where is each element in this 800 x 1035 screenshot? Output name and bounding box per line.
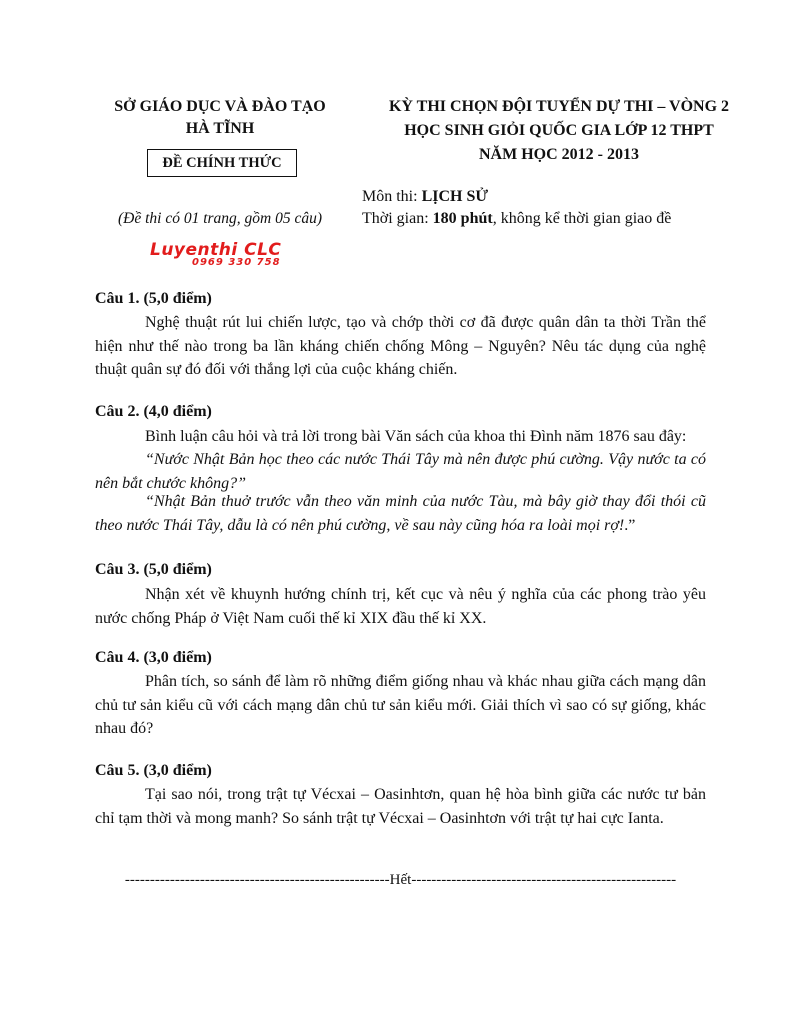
watermark-logo [150,240,300,274]
question-4-title: Câu 4. (3,0 điểm) [95,649,212,666]
question-3-text: Nhận xét về khuynh hướng chính trị, kết cục và nêu ý nghĩa của các phong trào yêu nước chống Pháp ở Việt Nam cuối thế kỉ XIX đầu thế kỉ XX. [95,586,706,627]
time-value: 180 phút [432,210,493,227]
subject-value: LỊCH SỬ [421,188,489,205]
question-2-quote-2-end: .” [624,516,636,534]
exam-title-line-3: NĂM HỌC 2012 - 2013 [479,146,639,163]
time-suffix: , không kể thời gian giao đề [492,210,672,227]
question-4-text: Phân tích, so sánh để làm rõ những điểm giống nhau và khác nhau giữa cách mạng dân chủ tư sản kiểu cũ với cách mạng dân chủ tư sản kiểu mới. Giải thích vì sao có sự giống, khác nhau đó? [95,673,706,737]
question-2-quote-2-text: “Nhật Bản thuở trước vẫn theo văn minh của nước Tàu, mà bây giờ thay đổi thói cũ theo nước Thái Tây, dẫu là có nên phú cường, về sau này cũng hóa ra loài mọi rợ! [95,493,706,534]
time-line [362,210,671,228]
department-line-1: SỞ GIÁO DỤC VÀ ĐÀO TẠO [114,98,326,115]
exam-title-line-2: HỌC SINH GIỎI QUỐC GIA LỚP 12 THPT [404,122,714,139]
department-line-2: HÀ TĨNH [185,120,255,137]
watermark-phone: 0969 330 758 [192,257,281,268]
question-5-title: Câu 5. (3,0 điểm) [95,762,212,779]
official-label-box: ĐỀ CHÍNH THỨC [147,149,297,177]
subject-prefix: Môn thi: [362,188,422,205]
question-2-intro: Bình luận câu hỏi và trả lời trong bài Văn sách của khoa thi Đình năm 1876 sau đây: [145,428,687,445]
end-dashes-right: ----------------------------------------------------- [411,872,677,888]
question-5-text: Tại sao nói, trong trật tự Vécxai – Oasinhtơn, quan hệ hòa bình giữa các nước tư bản chỉ tạm thời và mong manh? So sánh trật tự Vécxai – Oasinhtơn với trật tự hai cực Ianta. [95,786,706,827]
end-mark: Hết [389,872,412,888]
exam-title-line-1: KỲ THI CHỌN ĐỘI TUYỂN DỰ THI – VÒNG 2 [388,98,730,115]
question-2-title: Câu 2. (4,0 điểm) [95,403,212,420]
question-3-title: Câu 3. (5,0 điểm) [95,561,212,578]
question-1-text: Nghệ thuật rút lui chiến lược, tạo và chớp thời cơ đã được quân dân ta thời Trần thể hiện như thế nào trong ba lần kháng chiến chống Mông – Nguyên? Nêu tác dụng của nghệ thuật quân sự đó đối với thắng lợi của cuộc kháng chiến. [95,314,706,378]
exam-note: (Đề thi có 01 trang, gồm 05 câu) [117,210,323,227]
end-line [95,872,706,889]
question-2-quote-1: “Nước Nhật Bản học theo các nước Thái Tây mà nên được phú cường. Vậy nước ta có nên bắt chước không?” [95,451,706,492]
subject-line [362,188,488,206]
question-1-title: Câu 1. (5,0 điểm) [95,290,212,307]
end-dashes-left: ----------------------------------------------------- [124,872,390,888]
question-2-quote-2 [95,490,706,537]
time-prefix: Thời gian: [362,210,433,227]
watermark-brand: Luyenthi CLC [150,240,282,260]
